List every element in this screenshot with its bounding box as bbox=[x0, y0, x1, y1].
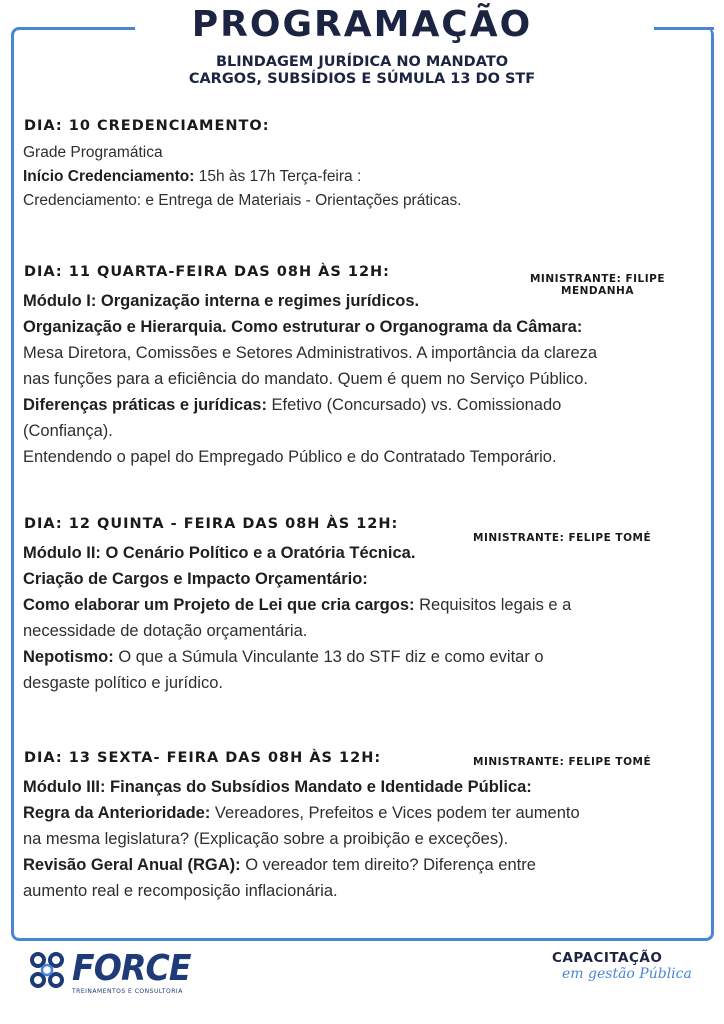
day-10-line-1: Grade Programática bbox=[23, 144, 163, 161]
day-11-section bbox=[23, 288, 703, 470]
day-12-heading: DIA: 12 QUINTA - FEIRA DAS 08H ÀS 12H: bbox=[24, 516, 399, 532]
day-12-topic-text: Criação de Cargos e Impacto Orçamentário: bbox=[23, 570, 368, 588]
day-12-topic bbox=[23, 566, 703, 592]
day-13-text-2: aumento real e recomposição inflacionária. bbox=[23, 882, 338, 900]
subtitle-line-2: CARGOS, SUBSÍDIOS E SÚMULA 13 DO STF bbox=[188, 71, 536, 87]
capacitacao-title: CAPACITAÇÃO bbox=[552, 950, 663, 966]
day-12-text-1: necessidade de dotação orçamentária. bbox=[23, 622, 308, 640]
capacitacao-subtitle: em gestão Pública bbox=[562, 966, 692, 982]
day-10-line-3: Credenciamento: e Entrega de Materiais - Orientações práticas. bbox=[23, 192, 462, 209]
day-13-module bbox=[23, 774, 703, 800]
day-11-text-1: Mesa Diretora, Comissões e Setores Administrativos. A importância da clareza bbox=[23, 344, 598, 362]
day-11-text-2: nas funções para a eficiência do mandato. Quem é quem no Serviço Público. bbox=[23, 370, 588, 388]
day-12-minister: MINISTRANTE: FELIPE TOMÉ bbox=[473, 532, 652, 544]
day-10-line-2 bbox=[23, 165, 703, 189]
day-13-rga bbox=[23, 852, 703, 878]
day-13-rule-label: Regra da Anterioridade: bbox=[23, 804, 211, 822]
day-13-minister: MINISTRANTE: FELIPE TOMÉ bbox=[473, 756, 652, 768]
subtitle-line-1: BLINDAGEM JURÍDICA NO MANDATO bbox=[215, 54, 509, 70]
day-13-section bbox=[23, 774, 703, 904]
day-11-text-3: (Confiança). bbox=[23, 422, 113, 440]
day-13-rga-label: Revisão Geral Anual (RGA): bbox=[23, 856, 241, 874]
day-12-bill bbox=[23, 592, 703, 618]
day-12-module bbox=[23, 540, 703, 566]
day-13-heading: DIA: 13 SEXTA- FEIRA DAS 08H ÀS 12H: bbox=[24, 750, 382, 766]
day-12-bill-label: Como elaborar um Projeto de Lei que cria cargos: bbox=[23, 596, 415, 614]
day-11-diff-value: Efetivo (Concursado) vs. Comissionado bbox=[266, 396, 562, 414]
day-10-section bbox=[23, 141, 703, 213]
day-13-rga-value: O vereador tem direito? Diferença entre bbox=[240, 856, 536, 874]
day-12-text-2: desgaste político e jurídico. bbox=[23, 674, 223, 692]
force-brand-name: FORCE bbox=[72, 948, 191, 989]
day-11-diff-label: Diferenças práticas e jurídicas: bbox=[23, 396, 267, 414]
day-10-start-value: 15h às 17h Terça-feira : bbox=[194, 168, 362, 185]
day-11-module bbox=[23, 288, 703, 314]
day-11-text-4: Entendendo o papel do Empregado Público e do Contratado Temporário. bbox=[23, 448, 557, 466]
day-13-rule bbox=[23, 800, 703, 826]
day-12-module-text: Módulo II: O Cenário Político e a Oratória Técnica. bbox=[23, 544, 416, 562]
day-11-minister-line-2: MENDANHA bbox=[561, 285, 634, 297]
day-13-rule-value: Vereadores, Prefeitos e Vices podem ter aumento bbox=[210, 804, 580, 822]
day-10-start-label: Início Credenciamento: bbox=[23, 168, 195, 185]
day-12-nepotism bbox=[23, 644, 703, 670]
page-subtitle bbox=[0, 54, 724, 88]
day-10-heading: DIA: 10 CREDENCIAMENTO: bbox=[24, 118, 270, 134]
day-11-module-text: Módulo I: Organização interna e regimes jurídicos. bbox=[23, 292, 420, 310]
day-11-heading: DIA: 11 QUARTA-FEIRA DAS 08H ÀS 12H: bbox=[24, 264, 390, 280]
day-12-nep-label: Nepotismo: bbox=[23, 648, 114, 666]
day-11-topic bbox=[23, 314, 703, 340]
day-11-topic-text: Organização e Hierarquia. Como estruturar o Organograma da Câmara: bbox=[23, 318, 583, 336]
day-12-bill-value: Requisitos legais e a bbox=[414, 596, 572, 614]
day-11-diff bbox=[23, 392, 703, 418]
day-11-minister-line-1: MINISTRANTE: FILIPE bbox=[529, 273, 665, 285]
page-title: PROGRAMAÇÃO bbox=[191, 4, 533, 45]
day-13-text-1: na mesma legislatura? (Explicação sobre a proibição e exceções). bbox=[23, 830, 509, 848]
day-12-nep-value: O que a Súmula Vinculante 13 do STF diz e como evitar o bbox=[113, 648, 544, 666]
force-brand-subtitle: TREINAMENTOS E CONSULTORIA bbox=[72, 988, 183, 995]
day-12-section bbox=[23, 540, 703, 696]
day-13-module-text: Módulo III: Finanças do Subsídios Mandato e Identidade Pública: bbox=[23, 778, 532, 796]
